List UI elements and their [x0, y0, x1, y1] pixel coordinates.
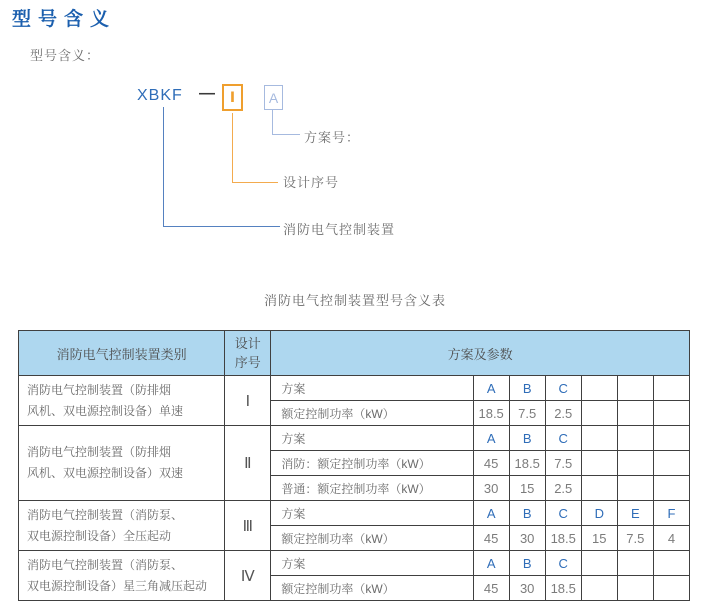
category-line2: 双电源控制设备）全压起动 [27, 528, 172, 543]
row-label-cell: 方案 [271, 551, 473, 576]
table-row [19, 426, 690, 451]
category-line1: 消防电气控制装置（消防泵、 [27, 557, 184, 572]
power-value-cell: 18.5 [509, 451, 545, 476]
model-designation-diagram [0, 0, 710, 260]
power-value-cell: 30 [509, 526, 545, 551]
power-value-cell: 7.5 [617, 526, 653, 551]
row-label-cell: 消防：额定控制功率（kW） [271, 451, 473, 476]
category-line1: 消防电气控制装置（防排烟 [27, 382, 172, 397]
page-title: 型号含义 [12, 9, 117, 30]
power-value-cell: 15 [581, 526, 617, 551]
scheme-letter-cell: C [545, 501, 581, 526]
scheme-letter-box: A [264, 85, 283, 110]
table-row [19, 551, 690, 576]
category-cell [19, 501, 225, 551]
header-category: 消防电气控制装置类别 [19, 331, 225, 376]
category-line1: 消防电气控制装置（防排烟 [27, 445, 172, 459]
design-no-cell: Ⅱ [225, 426, 271, 501]
category-cell [19, 376, 225, 426]
table-row [19, 376, 690, 401]
header-design-no [225, 331, 271, 376]
model-code-text: XBKF [137, 87, 183, 104]
category-cell [19, 426, 225, 501]
scheme-letter-cell [653, 551, 689, 576]
power-value-cell: 30 [473, 476, 509, 501]
power-value-cell [581, 401, 617, 426]
power-value-cell: 18.5 [545, 576, 581, 601]
scheme-letter-cell: C [545, 551, 581, 576]
design-no-cell: Ⅲ [225, 501, 271, 551]
scheme-letter-cell: C [545, 426, 581, 451]
model-meaning-table [18, 330, 690, 601]
scheme-letter-cell [617, 426, 653, 451]
row-label-cell: 额定控制功率（kW） [271, 526, 473, 551]
row-label-cell: 方案 [271, 376, 473, 401]
power-value-cell [581, 576, 617, 601]
scheme-letter-cell [581, 376, 617, 401]
power-value-cell [653, 401, 689, 426]
category-cell [19, 551, 225, 601]
model-meaning-label: 型号含义： [30, 48, 101, 63]
scheme-letter-cell: B [509, 551, 545, 576]
scheme-letter-cell [581, 551, 617, 576]
scheme-letter-cell: A [473, 426, 509, 451]
row-label-cell: 方案 [271, 501, 473, 526]
scheme-letter-cell: E [617, 501, 653, 526]
scheme-letter-cell: A [473, 501, 509, 526]
power-value-cell: 7.5 [545, 451, 581, 476]
header-design-line2: 序号 [234, 355, 261, 370]
dash-separator: — [199, 85, 215, 102]
design-no-cell: Ⅰ [225, 376, 271, 426]
scheme-letter-cell: C [545, 376, 581, 401]
header-design-line1: 设计 [234, 336, 261, 351]
power-value-cell: 7.5 [509, 401, 545, 426]
design-no-cell: Ⅳ [225, 551, 271, 601]
power-value-cell: 45 [473, 451, 509, 476]
scheme-connector-line [272, 110, 300, 135]
row-label-cell: 方案 [271, 426, 473, 451]
scheme-letter-cell: A [473, 551, 509, 576]
power-value-cell [653, 451, 689, 476]
power-value-cell [581, 476, 617, 501]
category-line2: 风机、双电源控制设备）双速 [27, 466, 184, 480]
power-value-cell [617, 451, 653, 476]
category-line2: 双电源控制设备）星三角减压起动 [27, 578, 208, 593]
row-label-cell: 额定控制功率（kW） [271, 401, 473, 426]
scheme-letter-cell: F [653, 501, 689, 526]
scheme-letter-cell: D [581, 501, 617, 526]
category-line2: 风机、双电源控制设备）单速 [27, 403, 184, 418]
row-label-cell: 额定控制功率（kW） [271, 576, 473, 601]
scheme-letter-cell [581, 426, 617, 451]
design-serial-label: 设计序号 [283, 175, 340, 190]
power-value-cell: 18.5 [473, 401, 509, 426]
scheme-letter-cell: B [509, 426, 545, 451]
design-serial-box: Ⅰ [222, 84, 243, 111]
device-name-label: 消防电气控制装置 [283, 222, 396, 237]
power-value-cell [617, 401, 653, 426]
table-title: 消防电气控制装置型号含义表 [263, 293, 446, 308]
table-row [19, 501, 690, 526]
power-value-cell: 2.5 [545, 476, 581, 501]
power-value-cell: 4 [653, 526, 689, 551]
scheme-letter-cell [653, 376, 689, 401]
power-value-cell [617, 476, 653, 501]
power-value-cell: 2.5 [545, 401, 581, 426]
power-value-cell: 30 [509, 576, 545, 601]
power-value-cell: 45 [473, 576, 509, 601]
scheme-number-label: 方案号： [304, 130, 361, 145]
scheme-letter-cell [617, 376, 653, 401]
header-params: 方案及参数 [271, 331, 690, 376]
category-line1: 消防电气控制装置（消防泵、 [27, 507, 184, 522]
table-header-row [19, 331, 690, 376]
scheme-letter-cell: B [509, 501, 545, 526]
scheme-letter-cell: B [509, 376, 545, 401]
power-value-cell: 18.5 [545, 526, 581, 551]
scheme-letter-cell [617, 551, 653, 576]
row-label-cell: 普通：额定控制功率（kW） [271, 476, 473, 501]
scheme-letter-cell: A [473, 376, 509, 401]
power-value-cell: 45 [473, 526, 509, 551]
power-value-cell [617, 576, 653, 601]
power-value-cell [653, 476, 689, 501]
power-value-cell [653, 576, 689, 601]
power-value-cell [581, 451, 617, 476]
scheme-letter-cell [653, 426, 689, 451]
power-value-cell: 15 [509, 476, 545, 501]
